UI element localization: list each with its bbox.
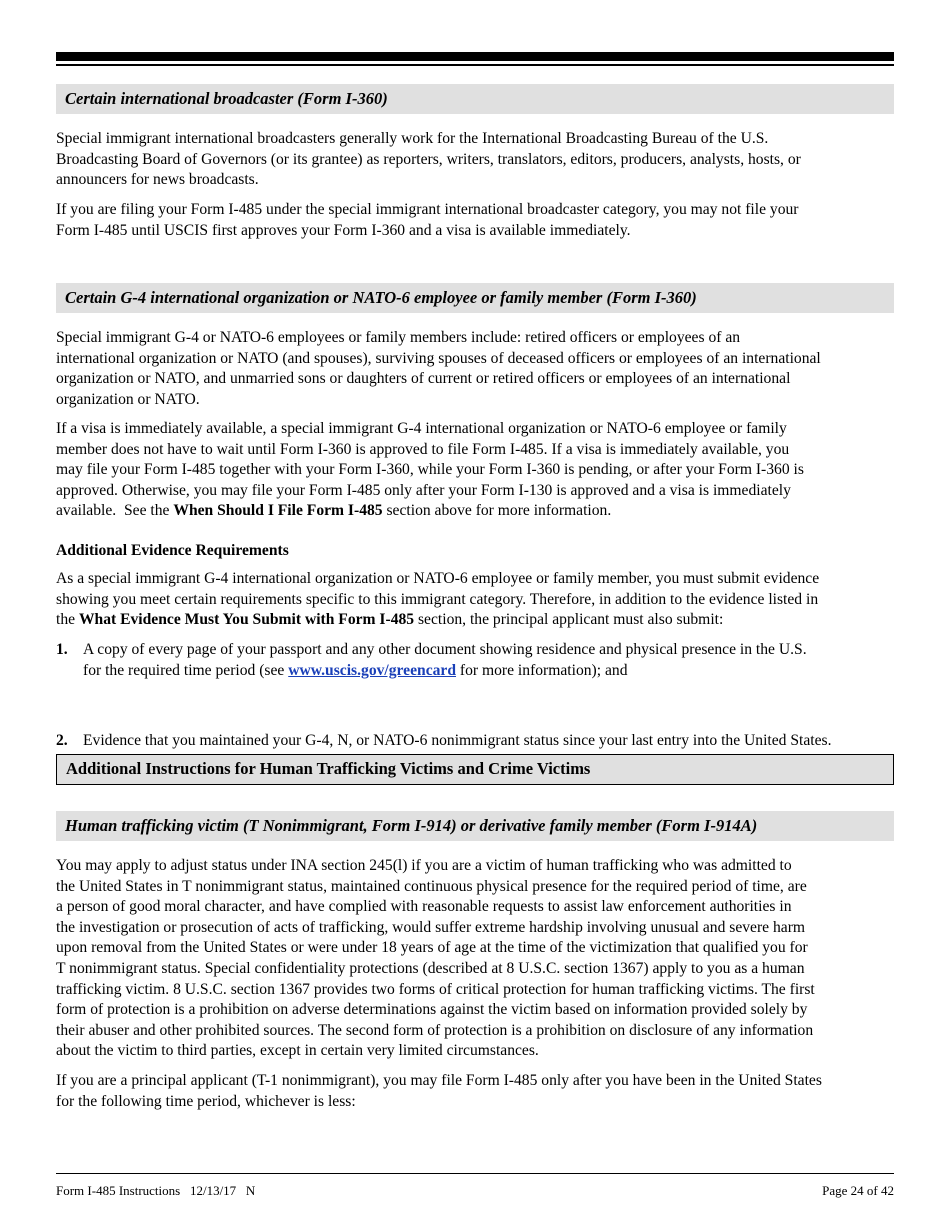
text-line: trafficking victim. 8 U.S.C. section 1367 provides two forms of critical protection for human trafficking victims. The first	[56, 980, 815, 998]
page-number: Page 24 of 42	[822, 1183, 894, 1198]
footer-rule	[56, 1173, 894, 1174]
text-line: the investigation or prosecution of acts of trafficking, would suffer extreme hardship involving unusual and severe harm	[56, 918, 806, 936]
text-line	[56, 610, 894, 631]
paragraph	[56, 200, 894, 241]
text-line	[56, 501, 894, 522]
text-line: Evidence that you maintained your G-4, N, or NATO-6 nonimmigrant status since your last entry into the United States.	[83, 732, 832, 750]
text-line: announcers for news broadcasts.	[56, 171, 259, 189]
list-item-text	[83, 731, 921, 752]
paragraph	[56, 569, 894, 631]
text-line: Special immigrant international broadcasters generally work for the International Broadcasting Bureau of the U.S.	[56, 130, 769, 147]
text-segment: the	[56, 611, 79, 629]
text-segment: available. See the	[56, 502, 174, 520]
paragraph	[56, 328, 894, 410]
header-rule-thick	[56, 52, 894, 61]
text-segment: for the required time period (see	[83, 661, 289, 679]
list-item	[56, 731, 921, 752]
paragraph	[56, 419, 894, 522]
bold-reference: When Should I File Form I-485	[173, 502, 383, 520]
footer	[56, 1183, 894, 1199]
text-segment: for more information); and	[456, 661, 628, 679]
section-heading-trafficking: Human trafficking victim (T Nonimmigrant, Form I-914) or derivative family member (Form I-914A)	[56, 811, 894, 841]
list-item-text	[83, 640, 921, 681]
text-line: Special immigrant G-4 or NATO-6 employees or family members include: retired officers or employees of an	[56, 329, 741, 346]
text-line: form of protection is a prohibition on adverse determinations against the victim based on information provided solely by	[56, 1001, 808, 1019]
paragraph	[56, 1071, 894, 1112]
paragraph	[56, 129, 894, 191]
greencard-link[interactable]: www.uscis.gov/greencard	[288, 661, 457, 679]
text-line: organization or NATO.	[56, 390, 200, 408]
text-line: T nonimmigrant status. Special confidentiality protections (described at 8 U.S.C. section 1367) apply to you as a human	[56, 959, 805, 977]
bold-reference: What Evidence Must You Submit with Form I-485	[78, 611, 415, 629]
text-line: showing you meet certain requirements specific to this immigrant category. Therefore, in addition to the evidence listed in	[56, 590, 819, 608]
text-line: You may apply to adjust status under INA section 245(l) if you are a victim of human trafficking who was admitted to	[56, 857, 792, 874]
text-segment: section above for more information.	[382, 502, 612, 520]
text-line: approved. Otherwise, you may file your Form I-485 only after your Form I-130 is approved and a visa is immediately	[56, 481, 791, 499]
header-rule-thin	[56, 64, 894, 66]
text-line: may file your Form I-485 together with your Form I-360, while your Form I-360 is pending, or after your Form I-360 is	[56, 461, 804, 479]
section-heading-broadcaster: Certain international broadcaster (Form I-360)	[56, 84, 894, 114]
text-line: for the following time period, whichever is less:	[56, 1092, 356, 1110]
text-line: international organization or NATO (and spouses), surviving spouses of deceased officers or employees of an international	[56, 349, 821, 367]
text-line: a person of good moral character, and have complied with reasonable requests to assist law enforcement authorities in	[56, 898, 792, 916]
subheading-evidence: Additional Evidence Requirements	[56, 542, 289, 559]
text-line: As a special immigrant G-4 international organization or NATO-6 employee or family member, you must submit evidence	[56, 570, 820, 587]
section-heading-additional-instructions: Additional Instructions for Human Trafficking Victims and Crime Victims	[56, 754, 894, 785]
text-line: Form I-485 until USCIS first approves your Form I-360 and a visa is available immediately.	[56, 221, 631, 239]
footer-form-info: Form I-485 Instructions 12/13/17 N	[56, 1183, 256, 1198]
text-line: A copy of every page of your passport and any other document showing residence and physical presence in the U.S.	[83, 641, 807, 658]
text-segment: section, the principal applicant must also submit:	[414, 611, 724, 629]
text-line	[83, 661, 921, 682]
list-number: 2.	[56, 732, 68, 750]
text-line: their abuser and other prohibited sources. The second form of protection is a prohibition on disclosure of any information	[56, 1021, 814, 1039]
text-line: about the victim to third parties, except in certain very limited circumstances.	[56, 1042, 539, 1060]
text-line: Broadcasting Board of Governors (or its grantee) as reporters, writers, translators, editors, producers, analysts, hosts, or	[56, 150, 801, 168]
text-line: If a visa is immediately available, a special immigrant G-4 international organization or NATO-6 employee or family	[56, 420, 787, 437]
list-item	[56, 640, 921, 681]
text-line: member does not have to wait until Form I-360 is approved to file Form I-485. If a visa is immediately available, you	[56, 440, 790, 458]
text-line: organization or NATO, and unmarried sons or daughters of current or retired officers or employees of an international	[56, 370, 791, 388]
paragraph	[56, 856, 894, 1062]
text-line: the United States in T nonimmigrant status, maintained continuous physical presence for the required period of time, are	[56, 877, 807, 895]
text-line: upon removal from the United States or were under 18 years of age at the time of the victimization that qualified you for	[56, 939, 808, 957]
text-line: If you are a principal applicant (T-1 nonimmigrant), you may file Form I-485 only after you have been in the United States	[56, 1072, 822, 1089]
section-heading-g4: Certain G-4 international organization or NATO-6 employee or family member (Form I-360)	[56, 283, 894, 313]
list-number: 1.	[56, 641, 68, 658]
text-line: If you are filing your Form I-485 under the special immigrant international broadcaster category, you may not file your	[56, 201, 799, 218]
